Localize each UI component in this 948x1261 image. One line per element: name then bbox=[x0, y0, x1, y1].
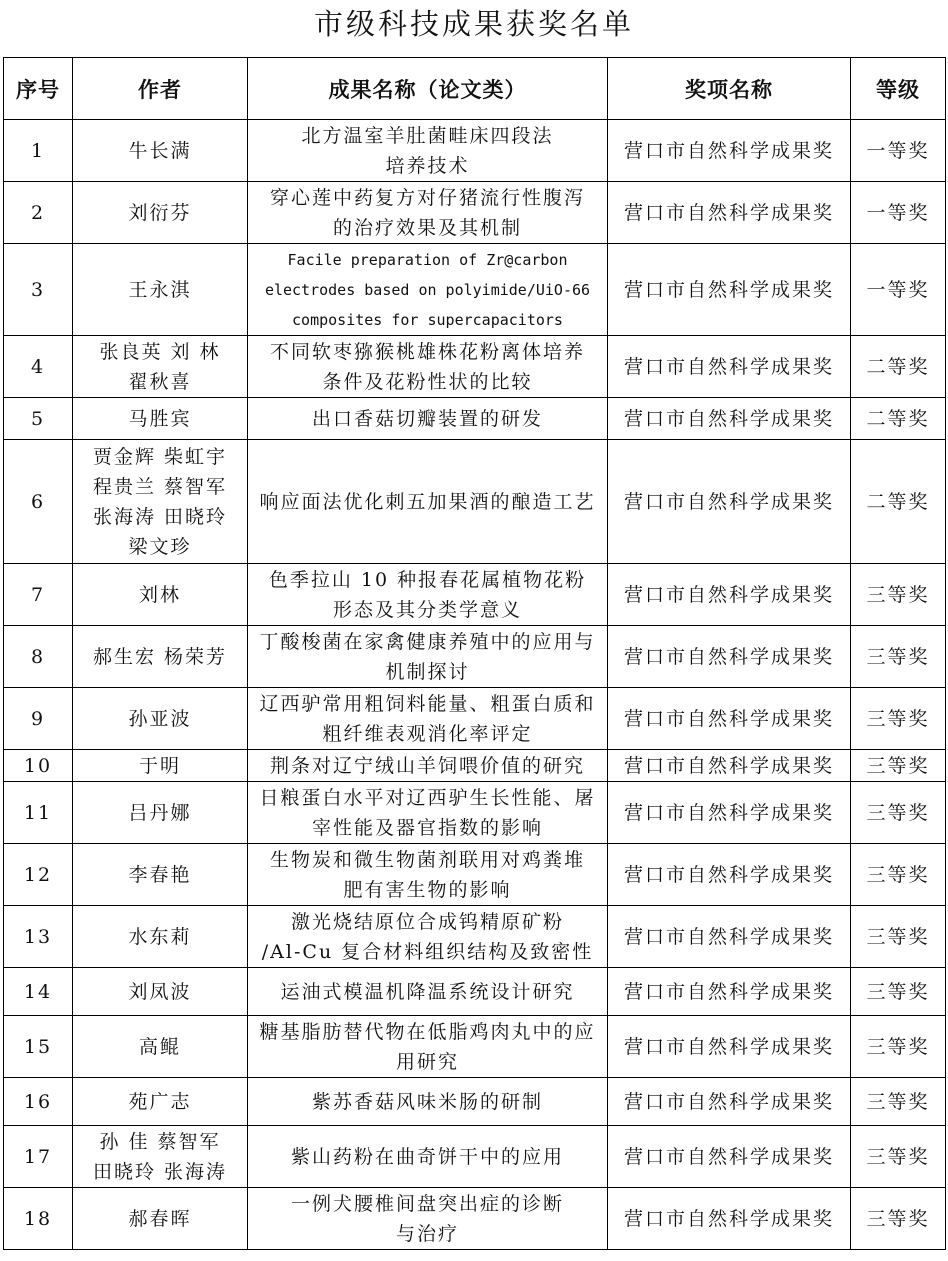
awards-table bbox=[3, 57, 946, 1250]
row-award-name: 营口市自然科学成果奖 bbox=[608, 440, 851, 564]
row-number: 10 bbox=[4, 750, 73, 782]
row-number: 13 bbox=[4, 906, 73, 968]
row-grade: 三等奖 bbox=[851, 968, 946, 1016]
table-row bbox=[4, 844, 946, 906]
row-grade: 二等奖 bbox=[851, 398, 946, 440]
row-achievement-title bbox=[248, 244, 608, 336]
author-line: 梁文珍 bbox=[128, 535, 192, 558]
author-line: 高鲲 bbox=[138, 1035, 181, 1058]
row-award-name: 营口市自然科学成果奖 bbox=[608, 1126, 851, 1188]
table-row bbox=[4, 1188, 946, 1250]
author-line: 水东莉 bbox=[128, 925, 192, 948]
author-line: 刘凤波 bbox=[128, 980, 192, 1003]
row-authors bbox=[73, 906, 248, 968]
title-line: 形态及其分类学意义 bbox=[332, 598, 522, 621]
row-authors bbox=[73, 626, 248, 688]
table-row bbox=[4, 782, 946, 844]
author-line: 郝春晖 bbox=[128, 1207, 192, 1230]
title-line: Facile preparation of Zr@carbon bbox=[287, 250, 568, 269]
table-row bbox=[4, 906, 946, 968]
title-line: 运油式模温机降温系统设计研究 bbox=[280, 980, 575, 1003]
row-number: 12 bbox=[4, 844, 73, 906]
row-authors bbox=[73, 120, 248, 182]
row-number: 9 bbox=[4, 688, 73, 750]
row-achievement-title bbox=[248, 564, 608, 626]
title-line: 紫苏香菇风味米肠的研制 bbox=[311, 1090, 543, 1113]
row-award-name: 营口市自然科学成果奖 bbox=[608, 182, 851, 244]
table-row bbox=[4, 398, 946, 440]
row-number: 3 bbox=[4, 244, 73, 336]
row-authors bbox=[73, 844, 248, 906]
author-line: 翟秋喜 bbox=[128, 370, 192, 393]
author-line: 王永淇 bbox=[128, 278, 192, 301]
row-authors bbox=[73, 1126, 248, 1188]
table-row bbox=[4, 182, 946, 244]
row-grade: 一等奖 bbox=[851, 120, 946, 182]
row-number: 16 bbox=[4, 1078, 73, 1126]
author-line: 吕丹娜 bbox=[128, 801, 192, 824]
row-number: 15 bbox=[4, 1016, 73, 1078]
table-row bbox=[4, 244, 946, 336]
row-award-name: 营口市自然科学成果奖 bbox=[608, 564, 851, 626]
title-line: 紫山药粉在曲奇饼干中的应用 bbox=[290, 1145, 564, 1168]
row-grade: 一等奖 bbox=[851, 182, 946, 244]
row-achievement-title bbox=[248, 688, 608, 750]
row-authors bbox=[73, 182, 248, 244]
row-authors bbox=[73, 968, 248, 1016]
row-grade: 三等奖 bbox=[851, 1078, 946, 1126]
table-row bbox=[4, 440, 946, 564]
row-grade: 三等奖 bbox=[851, 564, 946, 626]
author-line: 贾金辉 柴虹宇 bbox=[92, 445, 228, 468]
title-line: 出口香菇切瓣装置的研发 bbox=[311, 407, 543, 430]
row-authors bbox=[73, 1016, 248, 1078]
title-line: 条件及花粉性状的比较 bbox=[322, 370, 533, 393]
table-row bbox=[4, 120, 946, 182]
row-grade: 三等奖 bbox=[851, 626, 946, 688]
row-achievement-title bbox=[248, 750, 608, 782]
row-grade: 三等奖 bbox=[851, 844, 946, 906]
title-line: 的治疗效果及其机制 bbox=[332, 216, 522, 239]
row-award-name: 营口市自然科学成果奖 bbox=[608, 336, 851, 398]
row-award-name: 营口市自然科学成果奖 bbox=[608, 1188, 851, 1250]
row-grade: 二等奖 bbox=[851, 336, 946, 398]
table-row bbox=[4, 564, 946, 626]
table-row bbox=[4, 688, 946, 750]
author-line: 孙亚波 bbox=[128, 707, 192, 730]
row-grade: 三等奖 bbox=[851, 1126, 946, 1188]
row-grade: 三等奖 bbox=[851, 906, 946, 968]
row-grade: 三等奖 bbox=[851, 782, 946, 844]
page-title: 市级科技成果获奖名单 bbox=[313, 7, 634, 41]
row-number: 2 bbox=[4, 182, 73, 244]
title-line: 用研究 bbox=[395, 1050, 459, 1073]
row-award-name: 营口市自然科学成果奖 bbox=[608, 1016, 851, 1078]
author-line: 马胜宾 bbox=[128, 407, 192, 430]
author-line: 郝生宏 杨荣芳 bbox=[92, 645, 228, 668]
row-grade: 三等奖 bbox=[851, 1188, 946, 1250]
row-award-name: 营口市自然科学成果奖 bbox=[608, 906, 851, 968]
title-line: 穿心莲中药复方对仔猪流行性腹泻 bbox=[269, 186, 585, 209]
row-number: 4 bbox=[4, 336, 73, 398]
table-body bbox=[4, 120, 946, 1250]
header-no: 序号 bbox=[4, 58, 73, 120]
row-achievement-title bbox=[248, 906, 608, 968]
title-line: electrodes based on polyimide/UiO-66 bbox=[264, 280, 591, 299]
author-line: 刘林 bbox=[138, 583, 181, 606]
title-line: 一例犬腰椎间盘突出症的诊断 bbox=[290, 1192, 564, 1215]
author-line: 孙 佳 蔡智军 bbox=[99, 1130, 221, 1153]
title-line: 生物炭和微生物菌剂联用对鸡粪堆 bbox=[269, 848, 585, 871]
header-authors: 作者 bbox=[73, 58, 248, 120]
row-achievement-title bbox=[248, 440, 608, 564]
author-line: 程贵兰 蔡智军 bbox=[92, 475, 228, 498]
row-grade: 三等奖 bbox=[851, 750, 946, 782]
table-row bbox=[4, 750, 946, 782]
title-line: 与治疗 bbox=[395, 1222, 459, 1245]
title-line: 日粮蛋白水平对辽西驴生长性能、屠 bbox=[259, 786, 596, 809]
row-grade: 一等奖 bbox=[851, 244, 946, 336]
row-number: 18 bbox=[4, 1188, 73, 1250]
row-achievement-title bbox=[248, 1126, 608, 1188]
row-achievement-title bbox=[248, 336, 608, 398]
author-line: 田晓玲 张海涛 bbox=[92, 1160, 228, 1183]
author-line: 于明 bbox=[138, 754, 181, 777]
author-line: 牛长满 bbox=[128, 139, 192, 162]
table-row bbox=[4, 1078, 946, 1126]
row-achievement-title bbox=[248, 1188, 608, 1250]
row-number: 11 bbox=[4, 782, 73, 844]
row-achievement-title bbox=[248, 1078, 608, 1126]
row-authors bbox=[73, 1188, 248, 1250]
row-achievement-title bbox=[248, 968, 608, 1016]
row-authors bbox=[73, 750, 248, 782]
title-line: 色季拉山 10 种报春花属植物花粉 bbox=[268, 568, 587, 591]
row-authors bbox=[73, 244, 248, 336]
row-achievement-title bbox=[248, 120, 608, 182]
title-line: 不同软枣猕猴桃雄株花粉离体培养 bbox=[269, 340, 585, 363]
row-achievement-title bbox=[248, 782, 608, 844]
title-line: 辽西驴常用粗饲料能量、粗蛋白质和 bbox=[259, 692, 596, 715]
table-row bbox=[4, 1016, 946, 1078]
row-number: 7 bbox=[4, 564, 73, 626]
row-authors bbox=[73, 1078, 248, 1126]
title-line: composites for supercapacitors bbox=[292, 310, 563, 329]
row-grade: 三等奖 bbox=[851, 1016, 946, 1078]
row-number: 6 bbox=[4, 440, 73, 564]
row-achievement-title bbox=[248, 844, 608, 906]
row-achievement-title bbox=[248, 626, 608, 688]
table-row bbox=[4, 968, 946, 1016]
title-line: 荆条对辽宁绒山羊饲喂价值的研究 bbox=[269, 754, 585, 777]
row-award-name: 营口市自然科学成果奖 bbox=[608, 626, 851, 688]
author-line: 苑广志 bbox=[128, 1090, 192, 1113]
row-achievement-title bbox=[248, 182, 608, 244]
row-award-name: 营口市自然科学成果奖 bbox=[608, 398, 851, 440]
row-award-name: 营口市自然科学成果奖 bbox=[608, 688, 851, 750]
row-authors bbox=[73, 688, 248, 750]
table-row bbox=[4, 1126, 946, 1188]
header-award: 奖项名称 bbox=[608, 58, 851, 120]
row-number: 5 bbox=[4, 398, 73, 440]
row-authors bbox=[73, 440, 248, 564]
row-award-name: 营口市自然科学成果奖 bbox=[608, 120, 851, 182]
row-number: 14 bbox=[4, 968, 73, 1016]
row-number: 1 bbox=[4, 120, 73, 182]
row-achievement-title bbox=[248, 398, 608, 440]
row-number: 17 bbox=[4, 1126, 73, 1188]
table-row bbox=[4, 336, 946, 398]
title-line: 丁酸梭菌在家禽健康养殖中的应用与 bbox=[259, 630, 596, 653]
title-line: 北方温室羊肚菌畦床四段法 bbox=[301, 124, 554, 147]
row-award-name: 营口市自然科学成果奖 bbox=[608, 968, 851, 1016]
row-authors bbox=[73, 336, 248, 398]
title-line: 粗纤维表观消化率评定 bbox=[322, 722, 533, 745]
row-grade: 二等奖 bbox=[851, 440, 946, 564]
author-line: 李春艳 bbox=[128, 863, 192, 886]
title-line: 机制探讨 bbox=[385, 660, 470, 683]
row-award-name: 营口市自然科学成果奖 bbox=[608, 750, 851, 782]
row-authors bbox=[73, 398, 248, 440]
row-authors bbox=[73, 782, 248, 844]
title-line: 培养技术 bbox=[385, 154, 470, 177]
row-grade: 三等奖 bbox=[851, 688, 946, 750]
title-line: 激光烧结原位合成钨精原矿粉 bbox=[290, 910, 564, 933]
header-title: 成果名称（论文类） bbox=[248, 58, 608, 120]
row-award-name: 营口市自然科学成果奖 bbox=[608, 782, 851, 844]
table-row bbox=[4, 626, 946, 688]
row-award-name: 营口市自然科学成果奖 bbox=[608, 844, 851, 906]
author-line: 张海涛 田晓玲 bbox=[92, 505, 228, 528]
row-award-name: 营口市自然科学成果奖 bbox=[608, 1078, 851, 1126]
header-row bbox=[4, 58, 946, 120]
title-line: /Al-Cu 复合材料组织结构及致密性 bbox=[261, 940, 594, 963]
title-line: 糖基脂肪替代物在低脂鸡肉丸中的应 bbox=[259, 1020, 596, 1043]
title-line: 肥有害生物的影响 bbox=[343, 878, 512, 901]
row-authors bbox=[73, 564, 248, 626]
row-award-name: 营口市自然科学成果奖 bbox=[608, 244, 851, 336]
author-line: 张良英 刘 林 bbox=[99, 340, 221, 363]
row-achievement-title bbox=[248, 1016, 608, 1078]
title-line: 响应面法优化刺五加果酒的酿造工艺 bbox=[259, 490, 596, 513]
header-grade: 等级 bbox=[851, 58, 946, 120]
title-line: 宰性能及器官指数的影响 bbox=[311, 816, 543, 839]
author-line: 刘衍芬 bbox=[128, 201, 192, 224]
row-number: 8 bbox=[4, 626, 73, 688]
